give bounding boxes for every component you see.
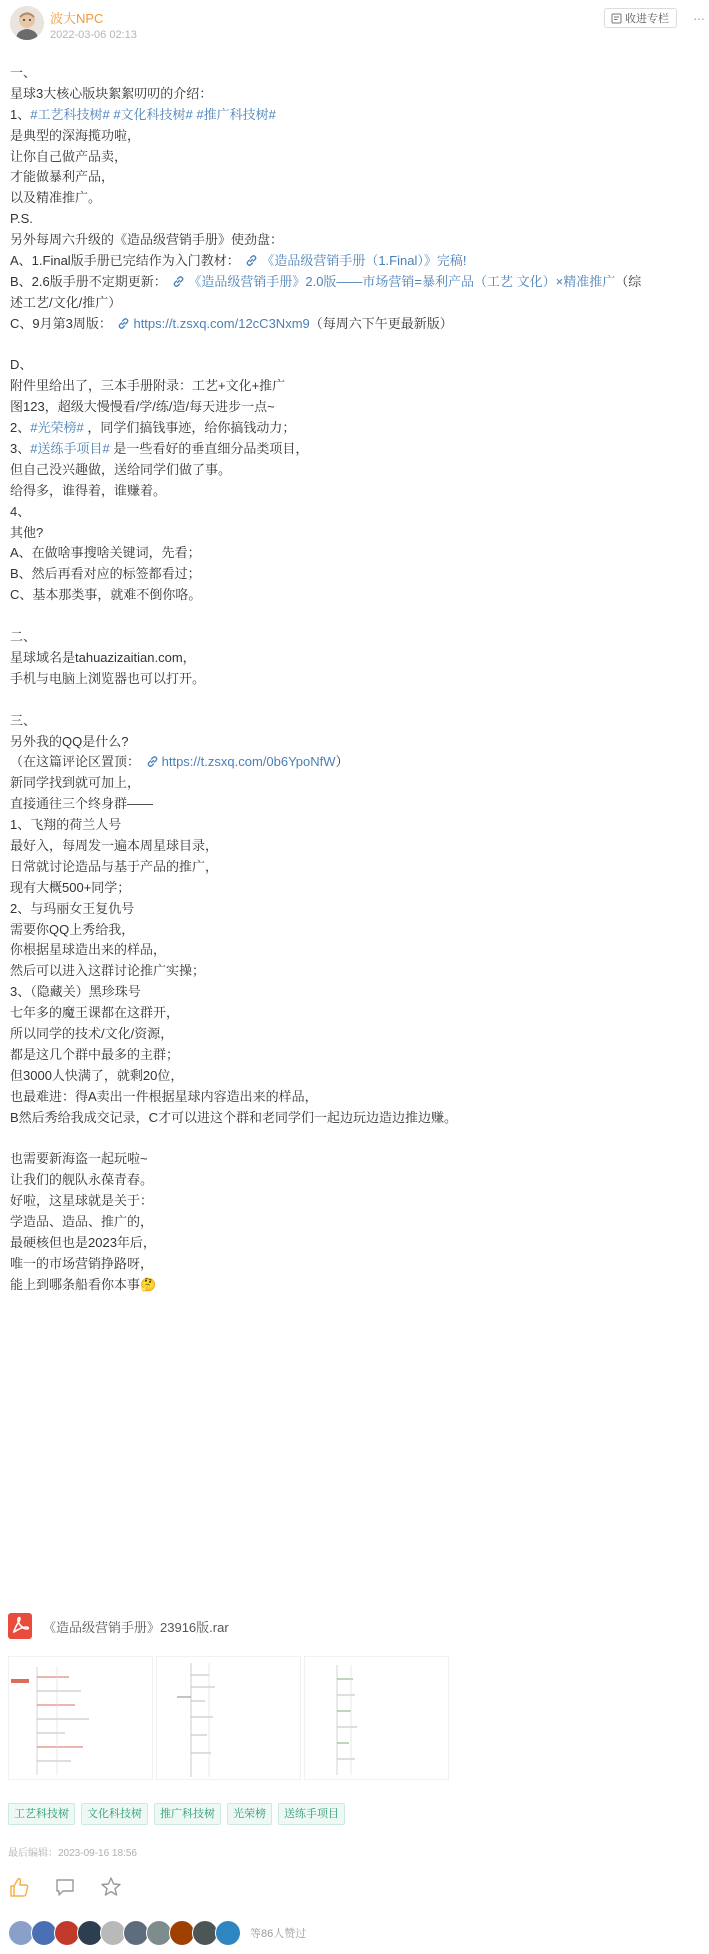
body-text: 另外我的QQ是什么?: [10, 733, 129, 749]
body-line: [10, 355, 704, 376]
image-thumbnail[interactable]: [156, 1656, 301, 1780]
link-icon: [146, 755, 159, 768]
body-line: [10, 1254, 704, 1275]
body-line: [10, 1066, 704, 1087]
body-line: [10, 293, 704, 314]
body-text: 是典型的深海揽功啦，: [10, 127, 141, 143]
more-options-icon[interactable]: ···: [693, 10, 704, 26]
body-line: [10, 836, 704, 857]
body-line: [10, 84, 704, 105]
body-link[interactable]: https://t.zsxq.com/12cC3Nxm9: [133, 315, 310, 331]
body-line: [10, 648, 704, 669]
body-text: 让你自己做产品卖，: [10, 148, 128, 164]
body-line: [10, 105, 704, 126]
body-line: [10, 794, 704, 815]
hashtag-link[interactable]: #送练手项目#: [30, 441, 110, 457]
body-text: 唯一的市场营销挣路呀，: [10, 1255, 154, 1271]
body-text: B然后秀给我成交记录，C才可以进这个群和老同学们一起边玩边造边推边赚。: [10, 1109, 458, 1125]
body-text: ，同学们搞钱事迹，给你搞钱动力；: [83, 420, 296, 436]
body-text: ）: [335, 754, 349, 770]
body-text: A、1.Final版手册已完结作为入门教材：: [10, 253, 244, 269]
pdf-file-icon: [8, 1613, 32, 1639]
body-line: [10, 1233, 704, 1254]
body-text: （在这篇评论区置顶：: [10, 754, 144, 770]
body-line: [10, 878, 704, 899]
body-text: 好啦，这星球就是关于：: [10, 1193, 154, 1209]
link-icon: [245, 254, 258, 267]
body-line: [10, 732, 704, 753]
body-line: [10, 523, 704, 544]
post-time: 2022-03-06 02:13: [50, 29, 137, 41]
comment-icon[interactable]: [54, 1876, 76, 1898]
body-line: [10, 439, 704, 460]
body-line: [10, 940, 704, 961]
body-line: [10, 126, 704, 147]
post-body: [10, 63, 704, 1296]
topic-tag[interactable]: 工艺科技树: [8, 1803, 75, 1825]
body-line: [10, 460, 704, 481]
body-line: [10, 272, 704, 293]
body-text: 学造品、造品、推广的，: [10, 1213, 154, 1229]
image-thumbnail[interactable]: [8, 1656, 153, 1780]
post-header: [8, 6, 704, 44]
body-text: B、然后再看对应的标签都看过；: [10, 566, 201, 582]
body-text: （综: [615, 273, 642, 289]
body-text: 让我们的舰队永葆青春。: [10, 1172, 154, 1188]
topic-tag[interactable]: 光荣榜: [227, 1803, 272, 1825]
attachment-name: 《造品级营销手册》23916版.rar: [43, 1619, 229, 1635]
collect-icon: [611, 13, 622, 24]
body-line: [10, 376, 704, 397]
likes-count[interactable]: 等86人赞过: [250, 1928, 307, 1940]
topic-tag[interactable]: 文化科技树: [81, 1803, 148, 1825]
like-icon[interactable]: [8, 1876, 30, 1898]
body-link[interactable]: https://t.zsxq.com/0b6YpoNfW: [161, 754, 336, 770]
body-line: [10, 669, 704, 690]
body-text: 另外每周六升级的《造品级营销手册》使劲盘：: [10, 232, 284, 248]
attachment[interactable]: [8, 1612, 229, 1640]
body-text: C、9月第3周版：: [10, 315, 116, 331]
body-text: 给得多，谁得着，谁赚着。: [10, 482, 167, 498]
body-line: [10, 147, 704, 168]
body-line: [10, 982, 704, 1003]
body-line: [10, 711, 704, 732]
body-line: [10, 564, 704, 585]
body-line: [10, 1170, 704, 1191]
body-text: 图123，超级大慢慢看/学/练/造/每天进步一点~: [10, 399, 275, 415]
body-text: 需要你QQ上秀给我，: [10, 921, 135, 937]
body-line: [10, 627, 704, 648]
body-line: [10, 543, 704, 564]
hashtag-link[interactable]: #光荣榜#: [30, 420, 84, 436]
hashtag-link[interactable]: #推广科技树#: [196, 106, 276, 122]
author-name[interactable]: 波大NPC: [50, 11, 104, 26]
body-line: [10, 481, 704, 502]
body-line: [10, 188, 704, 209]
body-line: [10, 251, 704, 272]
body-text: 星球域名是tahuazizaitian.com，: [10, 649, 196, 665]
body-text: 直接通往三个终身群——: [10, 796, 154, 812]
body-text: 也最难进：得A卖出一件根据星球内容造出来的样品，: [10, 1088, 318, 1104]
body-text: 能上到哪条船看你本事🤔: [10, 1276, 157, 1292]
star-favorite-icon[interactable]: [100, 1876, 122, 1898]
body-line: [10, 961, 704, 982]
body-text: 才能做暴利产品，: [10, 169, 115, 185]
body-text: 2、: [10, 420, 31, 436]
body-link[interactable]: 《造品级营销手册》2.0版——市场营销=暴利产品（工艺 文化）×精准推广: [188, 273, 616, 289]
body-text: 然后可以进入这群讨论推广实操；: [10, 963, 206, 979]
body-line: [10, 1108, 704, 1129]
body-text: 七年多的魔王课都在这群开，: [10, 1005, 180, 1021]
collect-to-column-button[interactable]: [604, 8, 677, 28]
body-text: 三、: [10, 712, 37, 728]
body-line: [10, 397, 704, 418]
body-line: [10, 335, 704, 356]
body-text: 二、: [10, 629, 37, 645]
likers-row: [8, 1919, 306, 1947]
image-gallery: [8, 1656, 701, 1780]
body-line: [10, 1087, 704, 1108]
body-text: 3、: [10, 441, 31, 457]
body-text: 3、（隐藏关）黑珍珠号: [10, 984, 141, 1000]
body-text: 其他?: [10, 524, 44, 540]
body-line: [10, 418, 704, 439]
body-line: [10, 1003, 704, 1024]
body-text: 所以同学的技术/文化/资源，: [10, 1025, 174, 1041]
body-link[interactable]: 《造品级营销手册（1.Final）》完稿!: [261, 253, 467, 269]
body-line: [10, 585, 704, 606]
image-thumbnail[interactable]: [304, 1656, 449, 1780]
body-text: 述工艺/文化/推广）: [10, 294, 122, 310]
body-text: 最好入，每周发一遍本周星球目录，: [10, 837, 219, 853]
body-text: 你根据星球造出来的样品，: [10, 942, 167, 958]
body-text: 都是这几个群中最多的主群；: [10, 1046, 180, 1062]
body-text: A、在做啥事搜啥关键词，先看；: [10, 545, 201, 561]
body-line: [10, 899, 704, 920]
body-line: [10, 167, 704, 188]
body-line: [10, 209, 704, 230]
body-line: [10, 314, 704, 335]
body-text: 现有大概500+同学；: [10, 879, 131, 895]
tag-list: [8, 1803, 345, 1825]
body-text: C、基本那类事，就难不倒你咯。: [10, 587, 202, 603]
body-line: [10, 1128, 704, 1149]
body-text: 但3000人快满了，就剩20位，: [10, 1067, 184, 1083]
body-line: [10, 1045, 704, 1066]
body-line: [10, 1191, 704, 1212]
body-text: 新同学找到就可加上，: [10, 775, 141, 791]
body-text: 手机与电脑上浏览器也可以打开。: [10, 670, 206, 686]
topic-tag[interactable]: 推广科技树: [154, 1803, 221, 1825]
body-text: D、: [10, 357, 33, 373]
body-text: 也需要新海盗一起玩啦~: [10, 1151, 148, 1167]
body-text: 最硬核但也是2023年后，: [10, 1234, 156, 1250]
liker-avatar[interactable]: [215, 1920, 241, 1946]
body-line: [10, 773, 704, 794]
topic-tag[interactable]: 送练手项目: [278, 1803, 345, 1825]
body-line: [10, 690, 704, 711]
body-text: P.S.: [10, 211, 33, 227]
last-edited: 最后编辑：2023-09-16 18:56: [8, 1848, 137, 1859]
body-line: [10, 815, 704, 836]
hashtag-link[interactable]: #工艺科技树#: [30, 106, 110, 122]
body-text: 但自己没兴趣做，送给同学们做了事。: [10, 461, 232, 477]
author-avatar[interactable]: [10, 6, 44, 40]
body-text: 以及精准推广。: [10, 190, 102, 206]
body-text: 一、: [10, 65, 37, 80]
body-line: [10, 1275, 704, 1296]
body-text: 是一些看好的垂直细分品类项目，: [109, 441, 309, 457]
body-text: 星球3大核心版块絮絮叨叨的介绍：: [10, 85, 213, 101]
avatar-image: [10, 6, 44, 40]
body-text: 1、飞翔的荷兰人号: [10, 817, 122, 833]
body-text: 2、与玛丽女王复仇号: [10, 900, 135, 916]
body-line: [10, 857, 704, 878]
body-line: [10, 1024, 704, 1045]
body-line: [10, 230, 704, 251]
body-line: [10, 920, 704, 941]
body-text: （每周六下午更最新版）: [309, 315, 453, 331]
body-text: 1、: [10, 106, 31, 122]
body-text: 日常就讨论造品与基于产品的推广，: [10, 858, 219, 874]
body-text: 4、: [10, 503, 31, 519]
link-icon: [117, 317, 130, 330]
body-line: [10, 502, 704, 523]
body-text: B、2.6版手册不定期更新：: [10, 273, 171, 289]
post-actions: [8, 1876, 122, 1898]
body-line: [10, 1149, 704, 1170]
link-icon: [172, 275, 185, 288]
body-line: [10, 606, 704, 627]
body-line: [10, 1212, 704, 1233]
hashtag-link[interactable]: #文化科技树#: [113, 106, 193, 122]
collect-label: 收进专栏: [625, 13, 669, 25]
body-line: [10, 63, 704, 84]
body-line: [10, 752, 704, 773]
body-text: 附件里给出了，三本手册附录：工艺+文化+推广: [10, 378, 286, 394]
